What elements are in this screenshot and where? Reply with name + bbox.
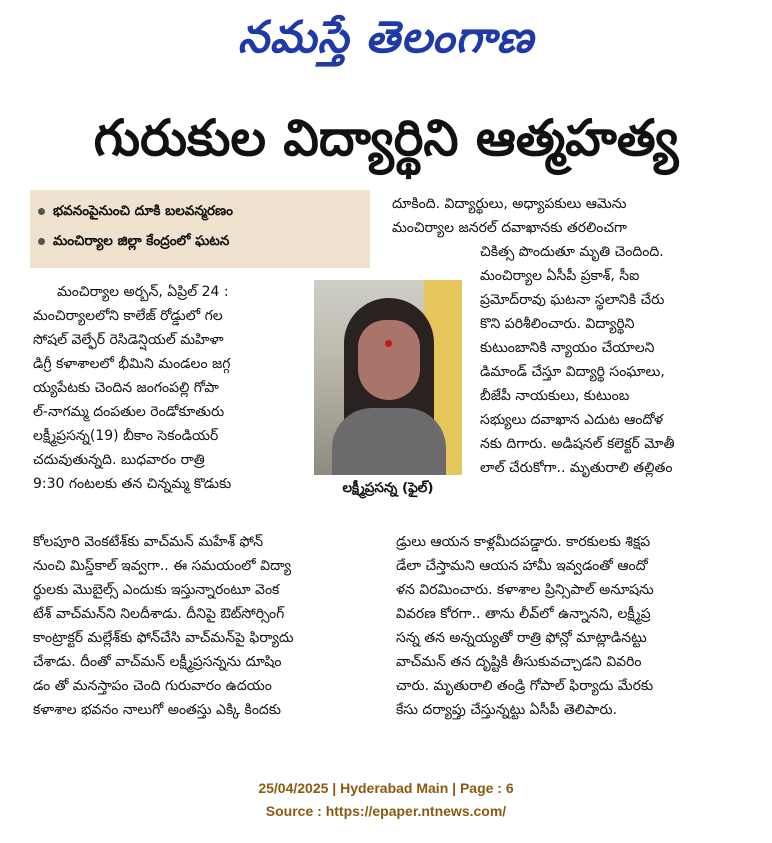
text-line: 9:30 గంటలకు తన చిన్నమ్మ కొడుకు	[33, 476, 232, 492]
masthead-logo: నమస్తే తెలంగాణ	[237, 12, 535, 63]
text-line: కేసు దర్యాప్తు చేస్తున్నట్టు ఏసీపీ తెలిపారు.	[396, 702, 618, 718]
highlight-item: మంచిర్యాల జిల్లా కేంద్రంలో ఘటన	[38, 226, 362, 256]
text-line: కళాశాల భవనం నాలుగో అంతస్తు ఎక్కి కిందకు	[33, 702, 281, 718]
text-line: వివరణ కోరగా.. తాను లీవ్‌లో ఉన్నానని, లక్ష్మీప్ర	[396, 606, 651, 622]
text-line: ల్-నాగమ్మ దంపతుల రెండోకూతురు	[33, 404, 225, 420]
text-line: డిగ్రీ కళాశాలలో భీమిని మండలం జగ్గ	[33, 356, 231, 372]
student-photo	[314, 280, 462, 475]
text-line: సన్న తన అన్నయ్యతో రాత్రి ఫోన్లో మాట్లాడినట్టు	[396, 630, 647, 646]
article-column-left-bottom	[33, 530, 373, 722]
footer-source-line: Source : https://epaper.ntnews.com/	[265, 803, 507, 819]
text-line: లాల్ చేరుకోగా.. మృతురాలి తల్లితం	[480, 460, 673, 476]
text-line: వాచ్‌మన్ తన దృష్టికి తీసుకువచ్చాడని వివరిం	[396, 654, 642, 670]
article-headline: గురుకుల విద్యార్థిని ఆత్మహత్య	[93, 109, 679, 167]
text-line: చదువుతున్నది. బుధవారం రాత్రి	[33, 452, 205, 468]
bullet-icon	[38, 238, 45, 245]
text-line: డ్రులు ఆయన కాళ్లమీదపడ్డారు. కారకులకు శిక్షప	[396, 534, 651, 550]
text-line: చికిత్స పొందుతూ మృతి చెందింది.	[480, 244, 664, 260]
footer-date-line: 25/04/2025 | Hyderabad Main | Page : 6	[258, 780, 514, 796]
text-line: బీజేపీ నాయకులు, కుటుంబ	[480, 388, 630, 404]
text-line: ర్థులకు మొబైల్స్ ఎందుకు ఇస్తున్నారంటూ వెంక	[33, 582, 280, 598]
text-line: య్యపేటకు చెందిన జంగంపల్లి గోపా	[33, 380, 219, 396]
text-line: మంచిర్యాలలోని కాలేజ్ రోడ్డులో గల	[33, 308, 223, 324]
text-line: చేశాడు. దీంతో వాచ్‌మన్ లక్ష్మీప్రసన్నను దూషిం	[33, 654, 282, 670]
text-line: ళన విరమించారు. కళాశాల ప్రిన్సిపాల్ అనూషను	[396, 582, 654, 598]
text-line: దూకింది. విద్యార్థులు, అధ్యాపకులు ఆమెను	[392, 196, 627, 212]
text-line: నుంచి మిస్డ్‌కాల్ ఇవ్వగా.. ఈ సమయంలో విద్యా	[33, 558, 292, 574]
bullet-icon	[38, 208, 45, 215]
text-line: డం తో మనస్తాపం చెంది గురువారం ఉదయం	[33, 678, 272, 694]
text-line: డిమాండ్ చేస్తూ విద్యార్థి సంఘాలు,	[480, 364, 665, 380]
text-line: కోలపూరి వెంకటేశ్‌కు వాచ్‌మన్ మహేశ్ ఫోన్	[33, 534, 264, 550]
text-line: లక్ష్మీప్రసన్న(19) బీకాం సెకండియర్	[33, 428, 219, 444]
text-line: మంచిర్యాల అర్బన్, ఏప్రిల్ 24 :	[57, 284, 229, 300]
article-column-left-top	[33, 280, 309, 496]
text-line: డేలా చేస్తామని ఆయన హామీ ఇవ్వడంతో ఆందో	[396, 558, 648, 574]
photo-caption: లక్ష్మీప్రసన్న (ఫైల్)	[342, 480, 434, 496]
text-line: చారు. మృతురాలి తండ్రి గోపాల్ ఫిర్యాదు మేరకు	[396, 678, 654, 694]
text-line: టేశ్ వాచ్‌మన్‌ని నిలదీశాడు. దీనిపై ఔట్‌సోర్సింగ్	[33, 606, 285, 622]
text-line: కుటుంబానికి న్యాయం చేయాలని	[480, 340, 655, 356]
highlight-item: భవనంపైనుంచి దూకి బలవన్మరణం	[38, 196, 362, 226]
text-line: సభ్యులు దవాఖాన ఎదుట ఆందోళ	[480, 412, 664, 428]
text-line: మంచిర్యాల జనరల్ దవాఖానకు తరలించగా	[392, 220, 627, 236]
text-line: కాంట్రాక్టర్ మల్లేశ్‌కు ఫోన్‌చేసి వాచ్‌మన్‌పై ఫిర్యాదు	[33, 630, 294, 646]
article-column-right-bottom	[396, 530, 736, 722]
text-line: నకు దిగారు. అడిషనల్ కలెక్టర్ మోతీ	[480, 436, 675, 452]
text-line: మంచిర్యాల ఏసీపీ ప్రకాశ్, సీఐ	[480, 268, 640, 284]
highlights-box	[30, 190, 370, 268]
text-line: సోషల్ వెల్ఫేర్ రెసిడెన్షియల్ మహిళా	[33, 332, 224, 348]
text-line: ప్రమోద్‌రావు ఘటనా స్థలానికి చేరు	[480, 292, 665, 308]
text-line: కొని పరిశీలించారు. విద్యార్థిని	[480, 316, 635, 332]
